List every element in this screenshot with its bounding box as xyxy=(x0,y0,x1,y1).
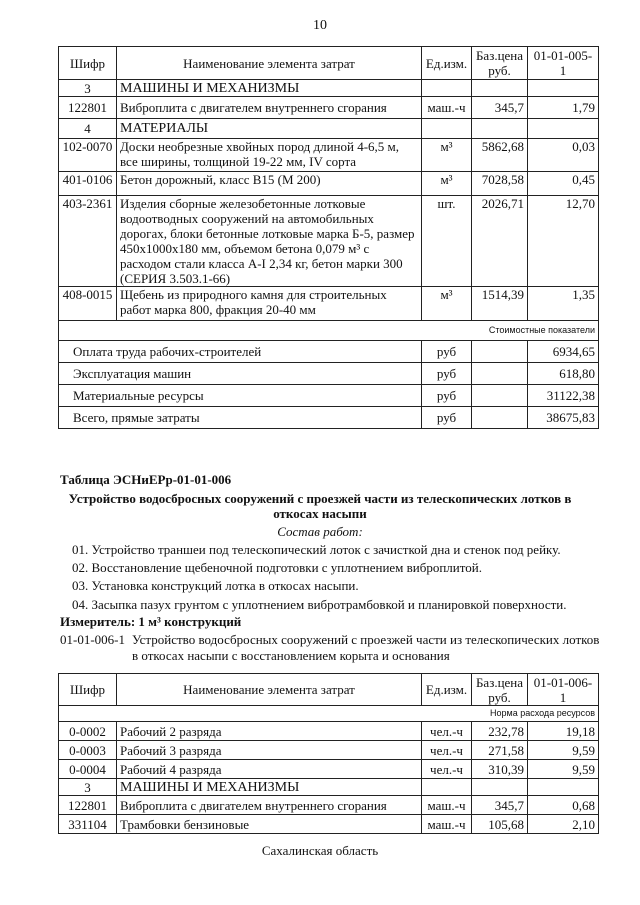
resource-code: 0-0003 xyxy=(59,741,117,760)
works-title: Состав работ: xyxy=(277,524,363,539)
work-item: 03. Установка конструкций лотка в откосах насыпи. xyxy=(72,578,359,593)
resource-name: Рабочий 3 разряда xyxy=(117,741,422,760)
resource-value: 9,59 xyxy=(528,741,599,760)
total-row xyxy=(59,407,599,429)
norm-header-row xyxy=(59,706,599,722)
table-row xyxy=(59,722,599,741)
table-row xyxy=(59,796,599,815)
cost-header: Стоимостные показатели xyxy=(59,321,599,341)
resource-price: 345,7 xyxy=(472,97,528,119)
resource-code: 102-0070 xyxy=(59,139,117,172)
section-title: МАШИНЫ И МЕХАНИЗМЫ xyxy=(117,80,422,97)
header-name: Наименование элемента затрат xyxy=(117,47,422,80)
resource-name: Бетон дорожный, класс В15 (М 200) xyxy=(117,172,422,196)
item-code: 01-01-006-1 xyxy=(60,632,125,647)
resource-unit: шт. xyxy=(422,196,472,287)
resource-price: 105,68 xyxy=(472,815,528,834)
resource-price: 5862,68 xyxy=(472,139,528,172)
resource-name: Изделия сборные железобетонные лотковые водоотводных сооружений на автомобильных дорогах, блоки бетонные лотковые марка Б-5, размер 450х1000х180 мм, объемом бетона 0,079 м³ с расходом стали класса А-I 2,34 кг, бетон марки 300 (СЕРИЯ 3.503.1-66) xyxy=(117,196,422,287)
resource-value: 2,10 xyxy=(528,815,599,834)
total-unit: руб xyxy=(422,341,472,363)
resource-value: 9,59 xyxy=(528,760,599,779)
section-title: МАТЕРИАЛЫ xyxy=(117,119,422,139)
resource-name: Виброплита с двигателем внутреннего сгорания xyxy=(117,97,422,119)
table-row xyxy=(59,760,599,779)
total-value: 38675,83 xyxy=(528,407,599,429)
resource-price: 2026,71 xyxy=(472,196,528,287)
resource-price: 271,58 xyxy=(472,741,528,760)
total-unit: руб xyxy=(422,385,472,407)
total-unit: руб xyxy=(422,407,472,429)
section-row xyxy=(59,779,599,796)
resource-unit: м³ xyxy=(422,172,472,196)
resource-unit: м³ xyxy=(422,139,472,172)
resource-value: 0,68 xyxy=(528,796,599,815)
resource-unit: маш.-ч xyxy=(422,796,472,815)
section-heading-line2: откосах насыпи xyxy=(273,506,367,521)
table-row xyxy=(59,287,599,321)
resource-value: 0,45 xyxy=(528,172,599,196)
resource-price: 345,7 xyxy=(472,796,528,815)
total-label: Всего, прямые затраты xyxy=(59,407,422,429)
table-title: Таблица ЭСНиЕРр-01-01-006 xyxy=(60,472,232,487)
table-row xyxy=(59,741,599,760)
item-description-line1: Устройство водосбросных сооружений с проезжей части из телескопических лотков xyxy=(132,632,600,647)
section-row xyxy=(59,80,599,97)
total-label: Эксплуатация машин xyxy=(59,363,422,385)
resource-code: 408-0015 xyxy=(59,287,117,321)
total-row xyxy=(59,363,599,385)
resource-value: 1,79 xyxy=(528,97,599,119)
resource-code: 122801 xyxy=(59,97,117,119)
resource-unit: м³ xyxy=(422,287,472,321)
resource-name: Рабочий 2 разряда xyxy=(117,722,422,741)
section-number: 3 xyxy=(59,779,117,796)
total-row xyxy=(59,341,599,363)
section-heading-line1: Устройство водосбросных сооружений с проезжей части из телескопических лотков в xyxy=(68,491,572,506)
header-name: Наименование элемента затрат xyxy=(117,674,422,706)
header-code: Шифр xyxy=(59,47,117,80)
resource-name: Щебень из природного камня для строительных работ марка 800, фракция 20-40 мм xyxy=(117,287,422,321)
resource-value: 19,18 xyxy=(528,722,599,741)
resource-value: 12,70 xyxy=(528,196,599,287)
resource-value: 0,03 xyxy=(528,139,599,172)
header-unit: Ед.изм. xyxy=(422,674,472,706)
resource-name: Доски необрезные хвойных пород длиной 4-6,5 м, все ширины, толщиной 19-22 мм, IV сорта xyxy=(117,139,422,172)
resource-unit: маш.-ч xyxy=(422,97,472,119)
resource-price: 7028,58 xyxy=(472,172,528,196)
resource-name: Виброплита с двигателем внутреннего сгорания xyxy=(117,796,422,815)
work-item: 02. Восстановление щебеночной подготовки с уплотнением виброплитой. xyxy=(72,560,482,575)
resource-unit: чел.-ч xyxy=(422,722,472,741)
header-unit: Ед.изм. xyxy=(422,47,472,80)
item-description-line2: в откосах насыпи с восстановлением корыта и основания xyxy=(132,648,450,663)
total-label: Материальные ресурсы xyxy=(59,385,422,407)
resources-table-2 xyxy=(58,673,599,834)
table-row xyxy=(59,97,599,119)
header-norm-code: 01-01-006-1 xyxy=(528,674,599,706)
resource-unit: чел.-ч xyxy=(422,760,472,779)
resource-name: Рабочий 4 разряда xyxy=(117,760,422,779)
resource-code: 401-0106 xyxy=(59,172,117,196)
total-value: 6934,65 xyxy=(528,341,599,363)
resource-price: 232,78 xyxy=(472,722,528,741)
work-item: 04. Засыпка пазух грунтом с уплотнением вибротрамбовкой и планировкой поверхности. xyxy=(72,597,567,612)
table-row xyxy=(59,139,599,172)
header-price: Баз.цена руб. xyxy=(472,674,528,706)
table-header-row xyxy=(59,674,599,706)
section-number: 3 xyxy=(59,80,117,97)
total-value: 618,80 xyxy=(528,363,599,385)
table-row xyxy=(59,815,599,834)
resources-table-1 xyxy=(58,46,599,429)
measurer: Измеритель: 1 м³ конструкций xyxy=(60,614,242,629)
footer-region: Сахалинская область xyxy=(261,843,379,858)
section-title: МАШИНЫ И МЕХАНИЗМЫ xyxy=(117,779,422,796)
resource-code: 0-0004 xyxy=(59,760,117,779)
section-number: 4 xyxy=(59,119,117,139)
norm-header: Норма расхода ресурсов xyxy=(59,706,599,722)
total-label: Оплата труда рабочих-строителей xyxy=(59,341,422,363)
total-value: 31122,38 xyxy=(528,385,599,407)
header-code: Шифр xyxy=(59,674,117,706)
work-item: 01. Устройство траншеи под телескопический лоток с зачисткой дна и стенок под рейку. xyxy=(72,542,561,557)
table-row xyxy=(59,196,599,287)
resource-code: 403-2361 xyxy=(59,196,117,287)
total-row xyxy=(59,385,599,407)
table-header-row xyxy=(59,47,599,80)
resource-name: Трамбовки бензиновые xyxy=(117,815,422,834)
resource-price: 1514,39 xyxy=(472,287,528,321)
resource-code: 0-0002 xyxy=(59,722,117,741)
resource-unit: маш.-ч xyxy=(422,815,472,834)
resource-unit: чел.-ч xyxy=(422,741,472,760)
header-price: Баз.цена руб. xyxy=(472,47,528,80)
resource-price: 310,39 xyxy=(472,760,528,779)
cost-header-row xyxy=(59,321,599,341)
resource-code: 122801 xyxy=(59,796,117,815)
section-row xyxy=(59,119,599,139)
page-number: 10 xyxy=(313,18,327,33)
resource-value: 1,35 xyxy=(528,287,599,321)
table-row xyxy=(59,172,599,196)
header-norm-code: 01-01-005-1 xyxy=(528,47,599,80)
total-unit: руб xyxy=(422,363,472,385)
resource-code: 331104 xyxy=(59,815,117,834)
